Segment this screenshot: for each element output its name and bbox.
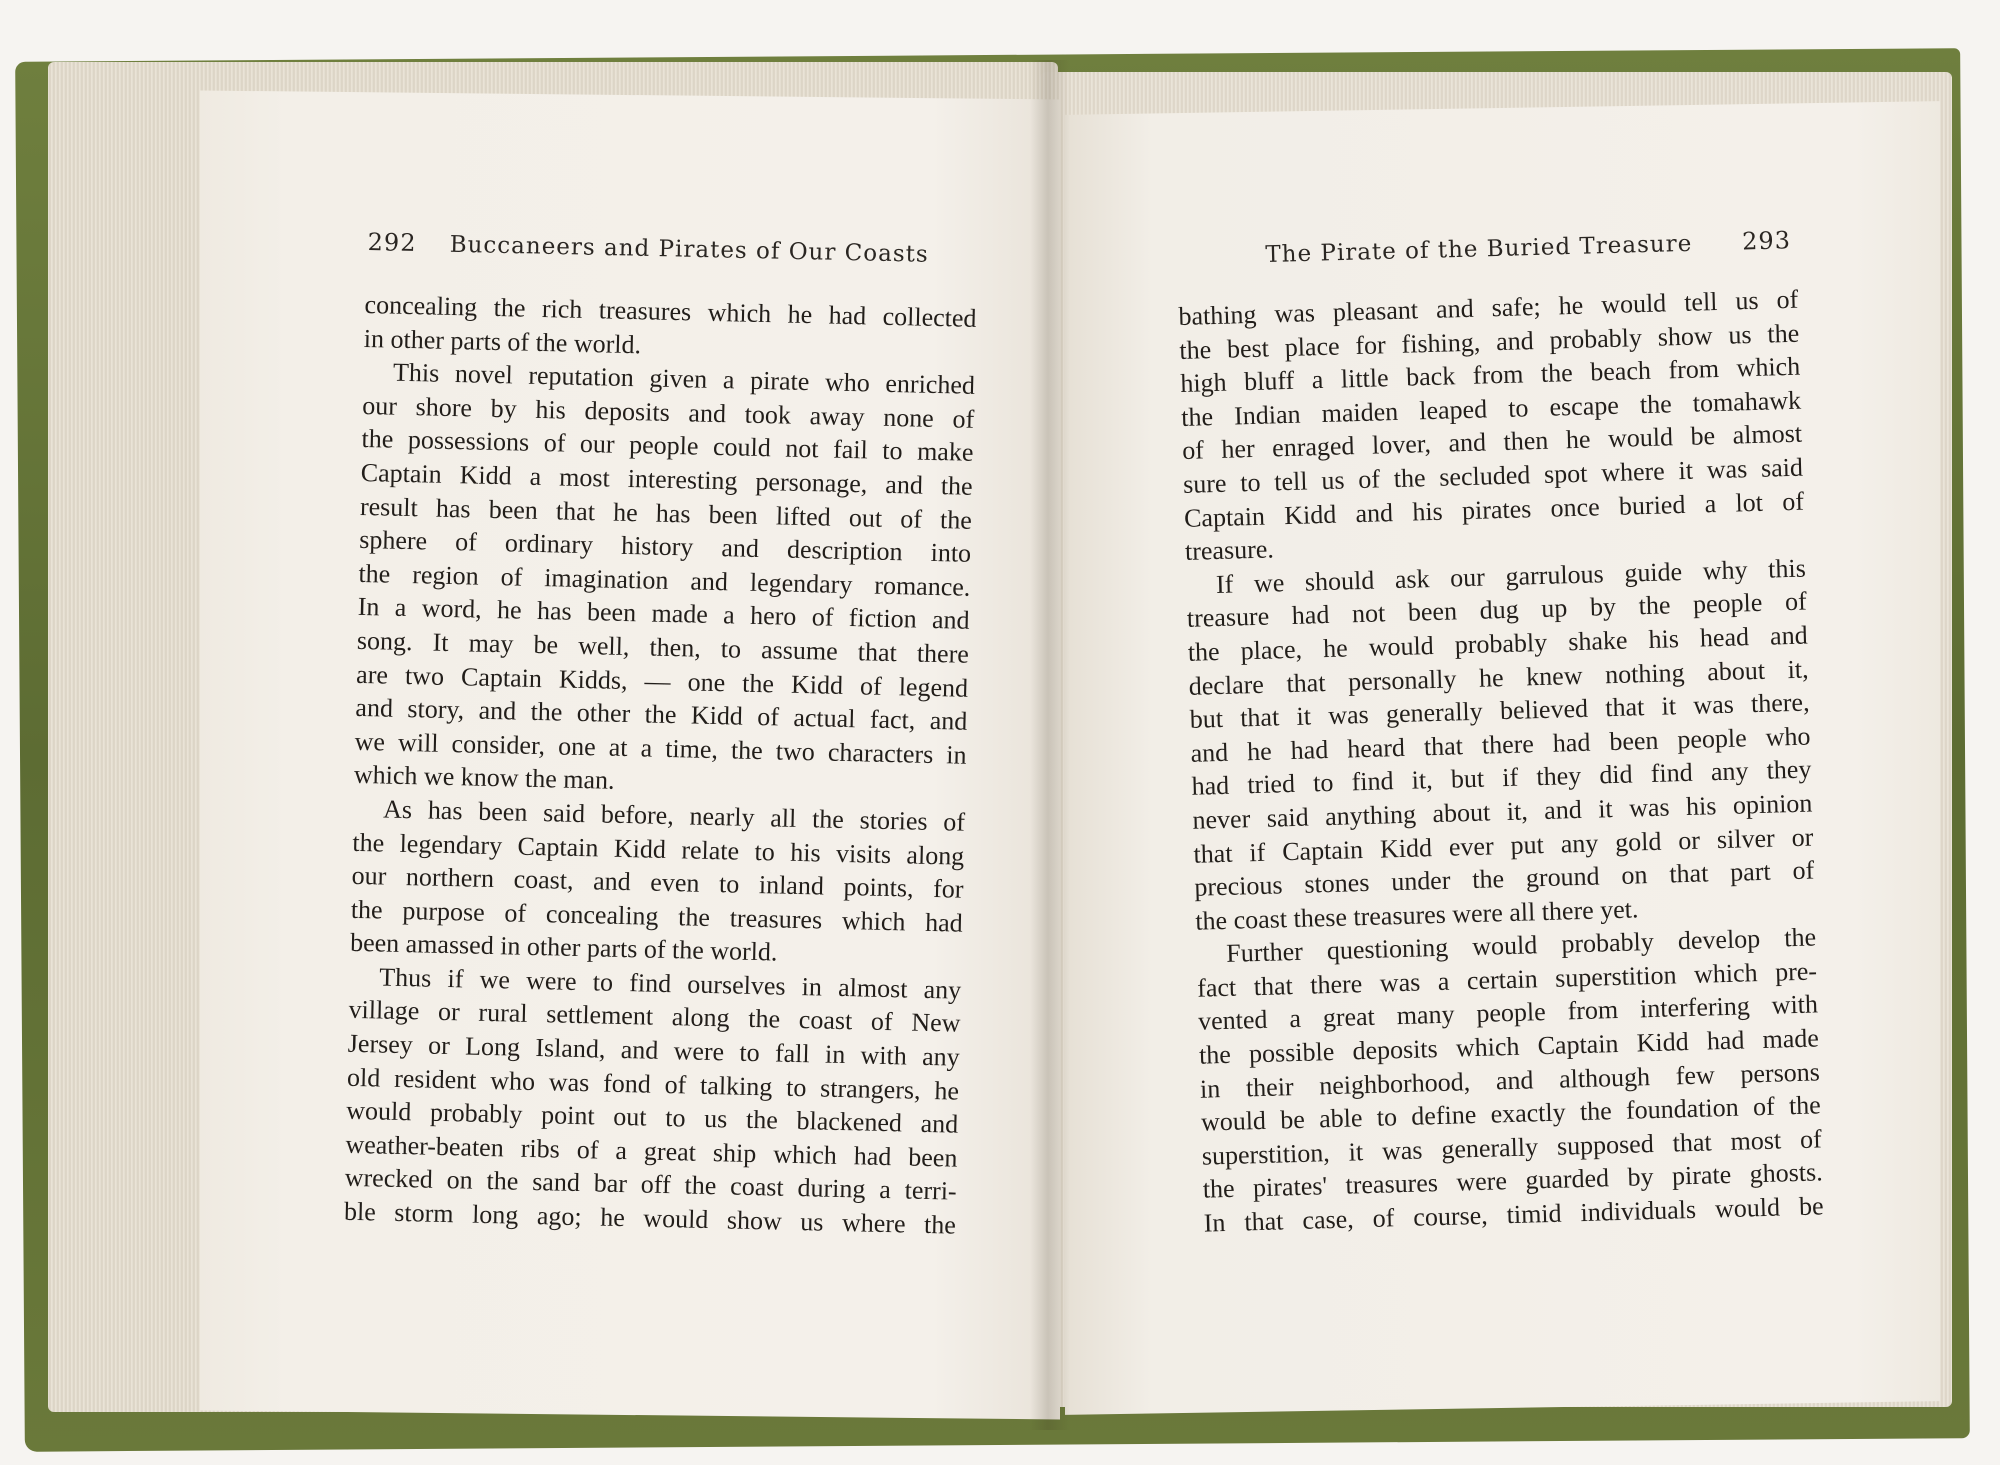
right-line: and he had heard that there had been people who bbox=[1190, 721, 1811, 768]
left-line: the purpose of concealing the treasures which had bbox=[350, 894, 964, 938]
left-line: been amassed in other parts of the world. bbox=[349, 928, 778, 967]
right-line: fact that there was a certain superstition which pre- bbox=[1196, 956, 1818, 1003]
left-line: village or rural settlement along the coast of New bbox=[348, 995, 961, 1039]
left-line: our northern coast, and even to inland points, for bbox=[351, 860, 964, 904]
left-line: Thus if we were to find ourselves in almost any bbox=[379, 962, 962, 1005]
right-page-number: 293 bbox=[1741, 226, 1792, 256]
right-line: In that case, of course, timid individuals would be bbox=[1203, 1191, 1824, 1238]
left-page-text bbox=[344, 288, 977, 1242]
left-line: concealing the rich treasures which he had collected bbox=[364, 289, 977, 333]
left-line: song. It may be well, then, to assume that there bbox=[356, 625, 970, 669]
left-line: In a word, he has been made a hero of fiction and bbox=[357, 592, 970, 636]
right-line: precious stones under the ground on that part of bbox=[1194, 855, 1815, 902]
left-line: Jersey or Long Island, and were to fall in with any bbox=[347, 1028, 961, 1072]
left-line: our shore by his deposits and took away none of bbox=[362, 390, 975, 434]
right-line: but that it was generally believed that it was there, bbox=[1189, 687, 1810, 734]
left-line: the legendary Captain Kidd relate to his visits along bbox=[352, 827, 965, 871]
right-line: the best place for fishing, and probably show us the bbox=[1178, 318, 1800, 365]
left-line: which we know the man. bbox=[353, 760, 615, 796]
right-line: Captain Kidd and his pirates once buried a lot of bbox=[1183, 486, 1805, 533]
left-line: ble storm long ago; he would show us where the bbox=[343, 1196, 957, 1240]
left-line: are two Captain Kidds, — one the Kidd of legend bbox=[355, 659, 969, 703]
left-line: old resident who was fond of talking to strangers, he bbox=[346, 1062, 960, 1106]
right-line: that if Captain Kidd ever put any gold or silver or bbox=[1193, 821, 1814, 869]
right-line: high bluff a little back from the beach from which bbox=[1179, 351, 1801, 399]
left-line: weather-beaten ribs of a great ship which had been bbox=[345, 1129, 958, 1173]
left-line: the possessions of our people could not fail to make bbox=[361, 424, 974, 468]
right-running-title: The Pirate of the Buried Treasure bbox=[1265, 230, 1693, 268]
left-line: This novel reputation given a pirate who enriched bbox=[392, 357, 976, 401]
right-line: Further questioning would probably develop the bbox=[1225, 922, 1817, 969]
book-gutter bbox=[1030, 60, 1070, 1430]
right-line: the Indian maiden leaped to escape the tomahawk bbox=[1180, 385, 1802, 432]
left-line: result has been that he has been lifted out of the bbox=[359, 491, 973, 535]
right-line: vented a great many people from interfering with bbox=[1197, 989, 1819, 1037]
left-line: Captain Kidd a most interesting personage, and the bbox=[360, 457, 973, 501]
right-line: sure to tell us of the secluded spot where it was said bbox=[1182, 452, 1804, 499]
right-line: If we should ask our garrulous guide why this bbox=[1215, 553, 1807, 599]
right-line: would be able to define exactly the foundation of the bbox=[1200, 1090, 1822, 1137]
left-line: the region of imagination and legendary romance. bbox=[358, 558, 971, 602]
right-line: never said anything about it, and it was his opinion bbox=[1192, 788, 1813, 835]
right-line: declare that personally he knew nothing about it, bbox=[1188, 654, 1809, 701]
right-line: the place, he would probably shake his head and bbox=[1187, 620, 1809, 667]
left-page-number: 292 bbox=[367, 228, 417, 258]
right-line: treasure. bbox=[1184, 534, 1275, 567]
right-line: the coast these treasures were all there yet. bbox=[1194, 894, 1639, 936]
left-line: sphere of ordinary history and description into bbox=[358, 525, 972, 568]
right-page-text bbox=[1178, 283, 1824, 1241]
right-line: the pirates' treasures were guarded by pirate ghosts. bbox=[1202, 1157, 1824, 1205]
right-line: treasure had not been dug up by the people of bbox=[1186, 586, 1808, 634]
left-line: in other parts of the world. bbox=[363, 323, 642, 359]
right-line: superstition, it was generally supposed that most of bbox=[1201, 1124, 1823, 1171]
right-line: bathing was pleasant and safe; he would tell us of bbox=[1178, 284, 1799, 331]
left-line: and story, and the other the Kidd of actual fact, and bbox=[355, 693, 968, 736]
left-line: wrecked on the sand bar off the coast during a terri- bbox=[344, 1163, 957, 1207]
right-line: the possible deposits which Captain Kidd had made bbox=[1198, 1023, 1820, 1070]
left-line: we will consider, one at a time, the two characters in bbox=[354, 726, 967, 770]
right-line: had tried to find it, but if they did find any they bbox=[1191, 754, 1812, 802]
right-line: in their neighborhood, and although few persons bbox=[1199, 1057, 1821, 1104]
left-line: As has been said before, nearly all the stories of bbox=[382, 794, 966, 837]
left-line: would probably point out to us the blackened and bbox=[346, 1096, 959, 1139]
left-running-title: Buccaneers and Pirates of Our Coasts bbox=[449, 231, 929, 268]
right-line: of her enraged lover, and then he would be almost bbox=[1181, 419, 1803, 466]
